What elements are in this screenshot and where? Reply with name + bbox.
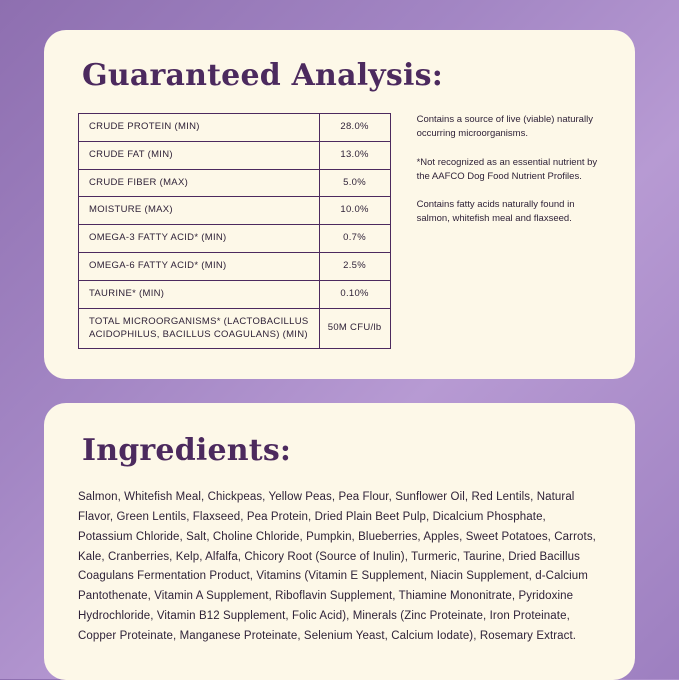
guaranteed-analysis-title: Guaranteed Analysis: [82, 58, 443, 93]
ingredients-list: Salmon, Whitefish Meal, Chickpeas, Yellow Peas, Pea Flour, Sunflower Oil, Red Lentils, Natural Flavor, Green Lentils, Flaxseed, Pea Protein, Dried Plain Beet Pulp, Dicalcium Phosphate, Potassium Chloride, Salt, Choline Chloride, Pumpkin, Blueberries, Apples, Sweet Potatoes, Carrots, Kale, Cranberries, Kelp, Alfalfa, Chicory Root (Source of Inulin), Turmeric, Taurine, Dried Bacillus Coagulans Fermentation Product, Vitamins (Vitamin E Supplement, Niacin Supplement, d-Calcium Pantothenate, Vitamin A Supplement, Riboflavin Supplement, Thiamine Mononitrate, Pyridoxine Hydrochloride, Vitamin B12 Supplement, Folic Acid), Minerals (Zinc Proteinate, Iron Proteinate, Copper Proteinate, Manganese Proteinate, Selenium Yeast, Calcium Iodate), Rosemary Extract. [78, 491, 596, 642]
table-row [79, 114, 391, 142]
nutrient-label: CRUDE PROTEIN (MIN) [79, 114, 320, 142]
analysis-note: Contains a source of live (viable) naturally occurring microorganisms. [416, 114, 593, 140]
nutrient-label: MOISTURE (MAX) [79, 197, 320, 225]
nutrient-label: TAURINE* (MIN) [79, 280, 320, 308]
nutrient-value: 0.7% [319, 225, 390, 253]
analysis-notes [417, 113, 601, 227]
table-row [79, 280, 391, 308]
nutrient-value: 5.0% [319, 169, 390, 197]
guaranteed-analysis-body [78, 113, 601, 349]
nutrient-value: 28.0% [319, 114, 390, 142]
nutrient-value: 10.0% [319, 197, 390, 225]
nutrient-label: TOTAL MICROORGANISMS* (LACTOBACILLUS ACIDOPHILUS, BACILLUS COAGULANS) (MIN) [79, 308, 320, 349]
table-row [79, 225, 391, 253]
analysis-note: *Not recognized as an essential nutrient by the AAFCO Dog Food Nutrient Profiles. [416, 156, 598, 182]
table-row [79, 169, 391, 197]
table-row [79, 308, 391, 349]
nutrient-label: CRUDE FAT (MIN) [79, 141, 320, 169]
table-row [79, 253, 391, 281]
ingredients-title: Ingredients: [82, 433, 292, 469]
table-row [79, 197, 391, 225]
nutrient-label: CRUDE FIBER (MAX) [79, 169, 320, 197]
table-row [79, 141, 391, 169]
guaranteed-analysis-card [44, 30, 635, 379]
nutrient-value: 13.0% [319, 141, 390, 169]
nutrient-label: OMEGA-6 FATTY ACID* (MIN) [79, 253, 320, 281]
nutrient-value: 0.10% [319, 280, 390, 308]
nutrient-value: 2.5% [319, 253, 390, 281]
nutrient-value: 50M CFU/lb [319, 308, 390, 349]
analysis-note: Contains fatty acids naturally found in salmon, whitefish meal and flaxseed. [416, 199, 575, 225]
ingredients-card [44, 403, 635, 680]
nutrient-label: OMEGA-3 FATTY ACID* (MIN) [79, 225, 320, 253]
guaranteed-analysis-table [78, 113, 391, 349]
